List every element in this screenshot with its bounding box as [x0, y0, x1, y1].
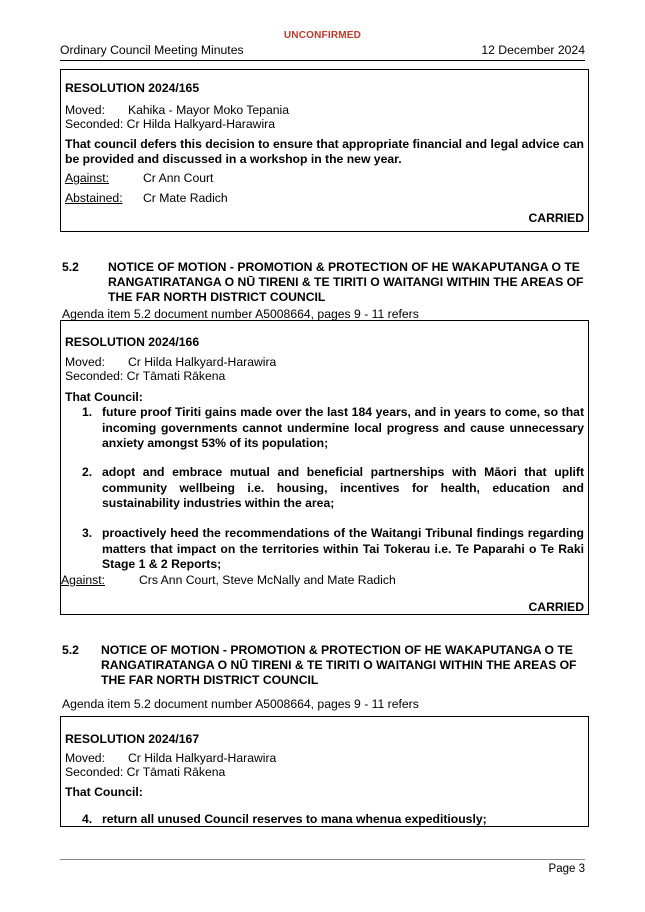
- moved-label: Moved:: [65, 103, 105, 117]
- list-item-text: adopt and embrace mutual and beneficial partnerships with Māori that uplift community wellbeing i.e. housing, incentives for health, education and sustainability industries within the area;: [102, 465, 584, 510]
- meeting-date: 12 December 2024: [481, 43, 585, 57]
- list-item: [82, 812, 588, 828]
- list-item: [82, 465, 588, 515]
- seconded-value: Cr Hilda Halkyard-Harawira: [126, 117, 275, 131]
- list-item-number: 1.: [82, 405, 93, 419]
- abstained-label: Abstained:: [65, 191, 123, 205]
- seconded-label: Seconded:: [65, 369, 124, 383]
- page-number: Page 3: [548, 863, 585, 875]
- that-council-intro: That Council:: [65, 390, 143, 404]
- seconded-row: [65, 369, 225, 383]
- header-rule: [60, 60, 585, 61]
- list-item-text: return all unused Council reserves to mana whenua expeditiously;: [102, 812, 487, 826]
- list-item: [82, 405, 588, 455]
- carried-label: CARRIED: [528, 600, 584, 614]
- abstained-value: Cr Mate Radich: [143, 191, 228, 205]
- list-item-number: 2.: [82, 465, 93, 479]
- seconded-value: Cr Tāmati Rākena: [126, 369, 226, 383]
- resolution-167-box: [60, 716, 589, 827]
- list-item-text: future proof Tiriti gains made over the last 184 years, and in years to come, so that incoming governments cannot undermine local progress and cause unnecessary anxiety amongst 53% of its population;: [102, 405, 584, 450]
- moved-label: Moved:: [65, 355, 105, 369]
- footer-rule: [60, 859, 585, 860]
- against-label: Against:: [61, 573, 106, 587]
- that-council-intro: That Council:: [65, 785, 143, 799]
- list-item-text: proactively heed the recommendations of the Waitangi Tribunal findings regarding matters that impact on the territories within Tai Tokerau i.e. Te Paparahi o Te Raki Stage 1 & 2 Reports;: [102, 526, 584, 571]
- motion-text: That council defers this decision to ensure that appropriate financial and legal advice can be provided and discussed in a workshop in the new year.: [65, 137, 584, 166]
- agenda-reference: Agenda item 5.2 document number A5008664, pages 9 - 11 refers: [62, 307, 419, 321]
- moved-row: [65, 355, 276, 369]
- list-item: [82, 526, 588, 576]
- moved-row: [65, 103, 289, 117]
- resolution-165-box: [60, 69, 589, 232]
- unconfirmed-label: UNCONFIRMED: [283, 30, 362, 41]
- seconded-label: Seconded:: [65, 117, 124, 131]
- list-item-number: 3.: [82, 526, 93, 540]
- moved-value: Kahika - Mayor Moko Tepania: [128, 103, 290, 117]
- against-label: Against:: [65, 171, 110, 185]
- moved-label: Moved:: [65, 751, 105, 765]
- section-number: 5.2: [62, 643, 79, 657]
- against-value: Cr Ann Court: [143, 171, 214, 185]
- resolution-166-box: [60, 320, 589, 615]
- document-title: Ordinary Council Meeting Minutes: [60, 43, 244, 57]
- abstained-row: [65, 191, 228, 205]
- carried-label: CARRIED: [528, 211, 584, 225]
- resolution-167-heading: RESOLUTION 2024/167: [65, 732, 200, 746]
- section-title: NOTICE OF MOTION - PROMOTION & PROTECTION OF HE WAKAPUTANGA O TE RANGATIRATANGA O NŪ TIRENI & TE TIRITI O WAITANGI WITHIN THE AREAS OF THE FAR NORTH DISTRICT COUNCIL: [101, 643, 577, 687]
- section-number: 5.2: [62, 260, 79, 274]
- section-title: NOTICE OF MOTION - PROMOTION & PROTECTION OF HE WAKAPUTANGA O TE RANGATIRATANGA O NŪ TIRENI & TE TIRITI O WAITANGI WITHIN THE AREAS OF THE FAR NORTH DISTRICT COUNCIL: [108, 260, 584, 304]
- agenda-reference: Agenda item 5.2 document number A5008664, pages 9 - 11 refers: [62, 697, 419, 711]
- against-row: [61, 573, 396, 587]
- list-item-number: 4.: [82, 812, 93, 826]
- moved-value: Cr Hilda Halkyard-Harawira: [128, 751, 277, 765]
- seconded-row: [65, 117, 275, 131]
- resolution-165-heading: RESOLUTION 2024/165: [65, 81, 200, 95]
- moved-value: Cr Hilda Halkyard-Harawira: [128, 355, 277, 369]
- resolution-166-heading: RESOLUTION 2024/166: [65, 335, 200, 349]
- moved-row: [65, 751, 276, 765]
- seconded-row: [65, 765, 225, 779]
- seconded-label: Seconded:: [65, 765, 124, 779]
- against-value: Crs Ann Court, Steve McNally and Mate Radich: [139, 573, 396, 587]
- against-row: [65, 171, 213, 185]
- seconded-value: Cr Tāmati Rākena: [126, 765, 226, 779]
